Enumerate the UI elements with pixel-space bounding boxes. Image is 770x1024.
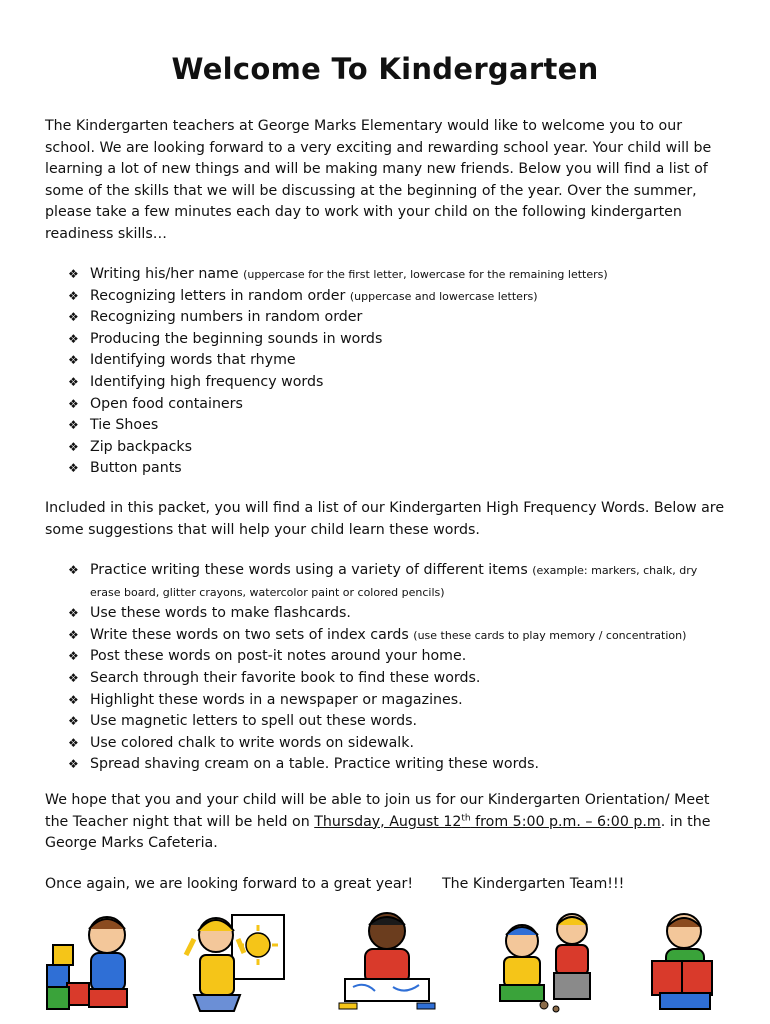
skill-item-text: Writing his/her name <box>90 266 239 282</box>
closing-text: Once again, we are looking forward to a great year! <box>45 876 414 892</box>
skills-list <box>68 264 728 480</box>
skill-item-note: (uppercase for the first letter, lowercase for the remaining letters) <box>243 268 608 281</box>
suggestion-item-text: Search through their favorite book to find these words. <box>90 669 481 686</box>
skill-item <box>68 350 728 372</box>
skill-item-text: Zip backpacks <box>90 438 193 455</box>
suggestion-item-text: Use these words to make flashcards. <box>90 605 351 622</box>
bullet-diamond-icon: ❖ <box>68 418 79 433</box>
skill-item-text: Open food containers <box>90 395 243 412</box>
bullet-diamond-icon: ❖ <box>68 714 79 729</box>
orientation-date: Thursday, August 12th from 5:00 p.m. – 6:00 p.m <box>314 812 661 830</box>
skill-item <box>68 458 728 480</box>
skill-item-text: Tie Shoes <box>90 417 159 434</box>
child-with-blocks-illustration <box>45 905 140 1015</box>
bullet-diamond-icon: ❖ <box>68 353 79 368</box>
skill-item-note: (uppercase and lowercase letters) <box>349 289 538 303</box>
skill-item <box>68 415 728 437</box>
suggestion-item-text: Post these words on post-it notes around your home. <box>90 648 467 665</box>
suggestion-item <box>68 754 728 776</box>
suggestion-item-text: Write these words on two sets of index cards <box>90 626 409 643</box>
bullet-diamond-icon: ❖ <box>68 627 79 642</box>
skill-item-text: Producing the beginning sounds in words <box>90 330 383 347</box>
orientation-text-before: We hope that you and your child will be able to join us for our Kindergarten Orientation/ Meet the Teacher night that will be held on <box>45 792 710 830</box>
bullet-diamond-icon: ❖ <box>68 757 79 772</box>
suggestion-item <box>68 690 728 712</box>
bullet-diamond-icon: ❖ <box>68 267 79 281</box>
skill-item <box>68 437 728 459</box>
suggestion-item <box>68 603 728 625</box>
skill-item-text: Identifying words that rhyme <box>90 352 296 369</box>
suggestion-item-text: Spread shaving cream on a table. Practice writing these words. <box>90 756 540 773</box>
bullet-diamond-icon: ❖ <box>68 461 79 476</box>
bullet-diamond-icon: ❖ <box>68 396 79 411</box>
bullet-diamond-icon: ❖ <box>68 310 79 325</box>
suggestion-item-text: Use colored chalk to write words on sidewalk. <box>90 734 414 751</box>
skill-item-text: Button pants <box>90 460 182 477</box>
bullet-diamond-icon: ❖ <box>68 563 79 577</box>
skill-item <box>68 329 728 351</box>
suggestion-item <box>68 625 728 647</box>
skill-item-text: Recognizing numbers in random order <box>90 309 363 326</box>
bullet-diamond-icon: ❖ <box>68 670 79 685</box>
suggestion-item <box>68 733 728 755</box>
bullet-diamond-icon: ❖ <box>68 606 79 621</box>
suggestion-item-text: Use magnetic letters to spell out these words. <box>90 713 418 730</box>
skill-item-text: Identifying high frequency words <box>90 373 324 390</box>
suggestion-item-text: Practice writing these words using a variety of different items <box>90 562 528 578</box>
girl-with-sun-drawing-illustration <box>180 905 290 1015</box>
closing-line <box>45 874 735 896</box>
intro-paragraph: The Kindergarten teachers at George Marks Elementary would like to welcome you to our school. We are looking forward to a very exciting and rewarding school year. Your child will be learning a lot of new things and will be making many new friends. Below you will find a list of some of the skills that we will be discussing at the beginning of the year. Over the summer, please take a few minutes each day to work with your child on the following kindergarten readiness skills… <box>45 118 712 242</box>
skill-item-text: Recognizing letters in random order <box>90 287 346 304</box>
suggestion-item <box>68 646 728 668</box>
packet-paragraph: Included in this packet, you will find a list of our Kindergarten High Frequency Words. Below are some suggestions that will help your child learn these words. <box>45 500 725 538</box>
skill-item <box>68 264 728 286</box>
skill-item <box>68 394 728 416</box>
orientation-paragraph <box>45 790 735 855</box>
suggestion-item-text: Highlight these words in a newspaper or magazines. <box>90 691 463 708</box>
boy-reading-book-illustration <box>640 905 725 1015</box>
suggestion-item-note: (example: markers, chalk, dry erase board, glitter crayons, watercolor paint or colored pencils) <box>90 564 698 599</box>
children-playing-illustration <box>480 905 610 1015</box>
suggestion-item <box>68 668 728 690</box>
signature: The Kindergarten Team!!! <box>442 876 625 892</box>
suggestion-item-note: (use these cards to play memory / concentration) <box>413 628 687 642</box>
suggestion-item <box>68 711 728 733</box>
bullet-diamond-icon: ❖ <box>68 692 79 707</box>
bullet-diamond-icon: ❖ <box>68 288 79 303</box>
page-title: Welcome To Kindergarten <box>171 52 599 86</box>
skill-item <box>68 307 728 329</box>
bullet-diamond-icon: ❖ <box>68 735 79 750</box>
boy-drawing-illustration <box>335 905 440 1015</box>
skill-item <box>68 372 728 394</box>
suggestions-list <box>68 560 728 776</box>
bullet-diamond-icon: ❖ <box>68 331 79 346</box>
bullet-diamond-icon: ❖ <box>68 439 79 454</box>
bullet-diamond-icon: ❖ <box>68 649 79 664</box>
skill-item <box>68 286 728 308</box>
orientation-text-after: . in the George Marks Cafeteria. <box>45 813 711 852</box>
suggestion-item <box>68 560 728 603</box>
bullet-diamond-icon: ❖ <box>68 374 79 389</box>
